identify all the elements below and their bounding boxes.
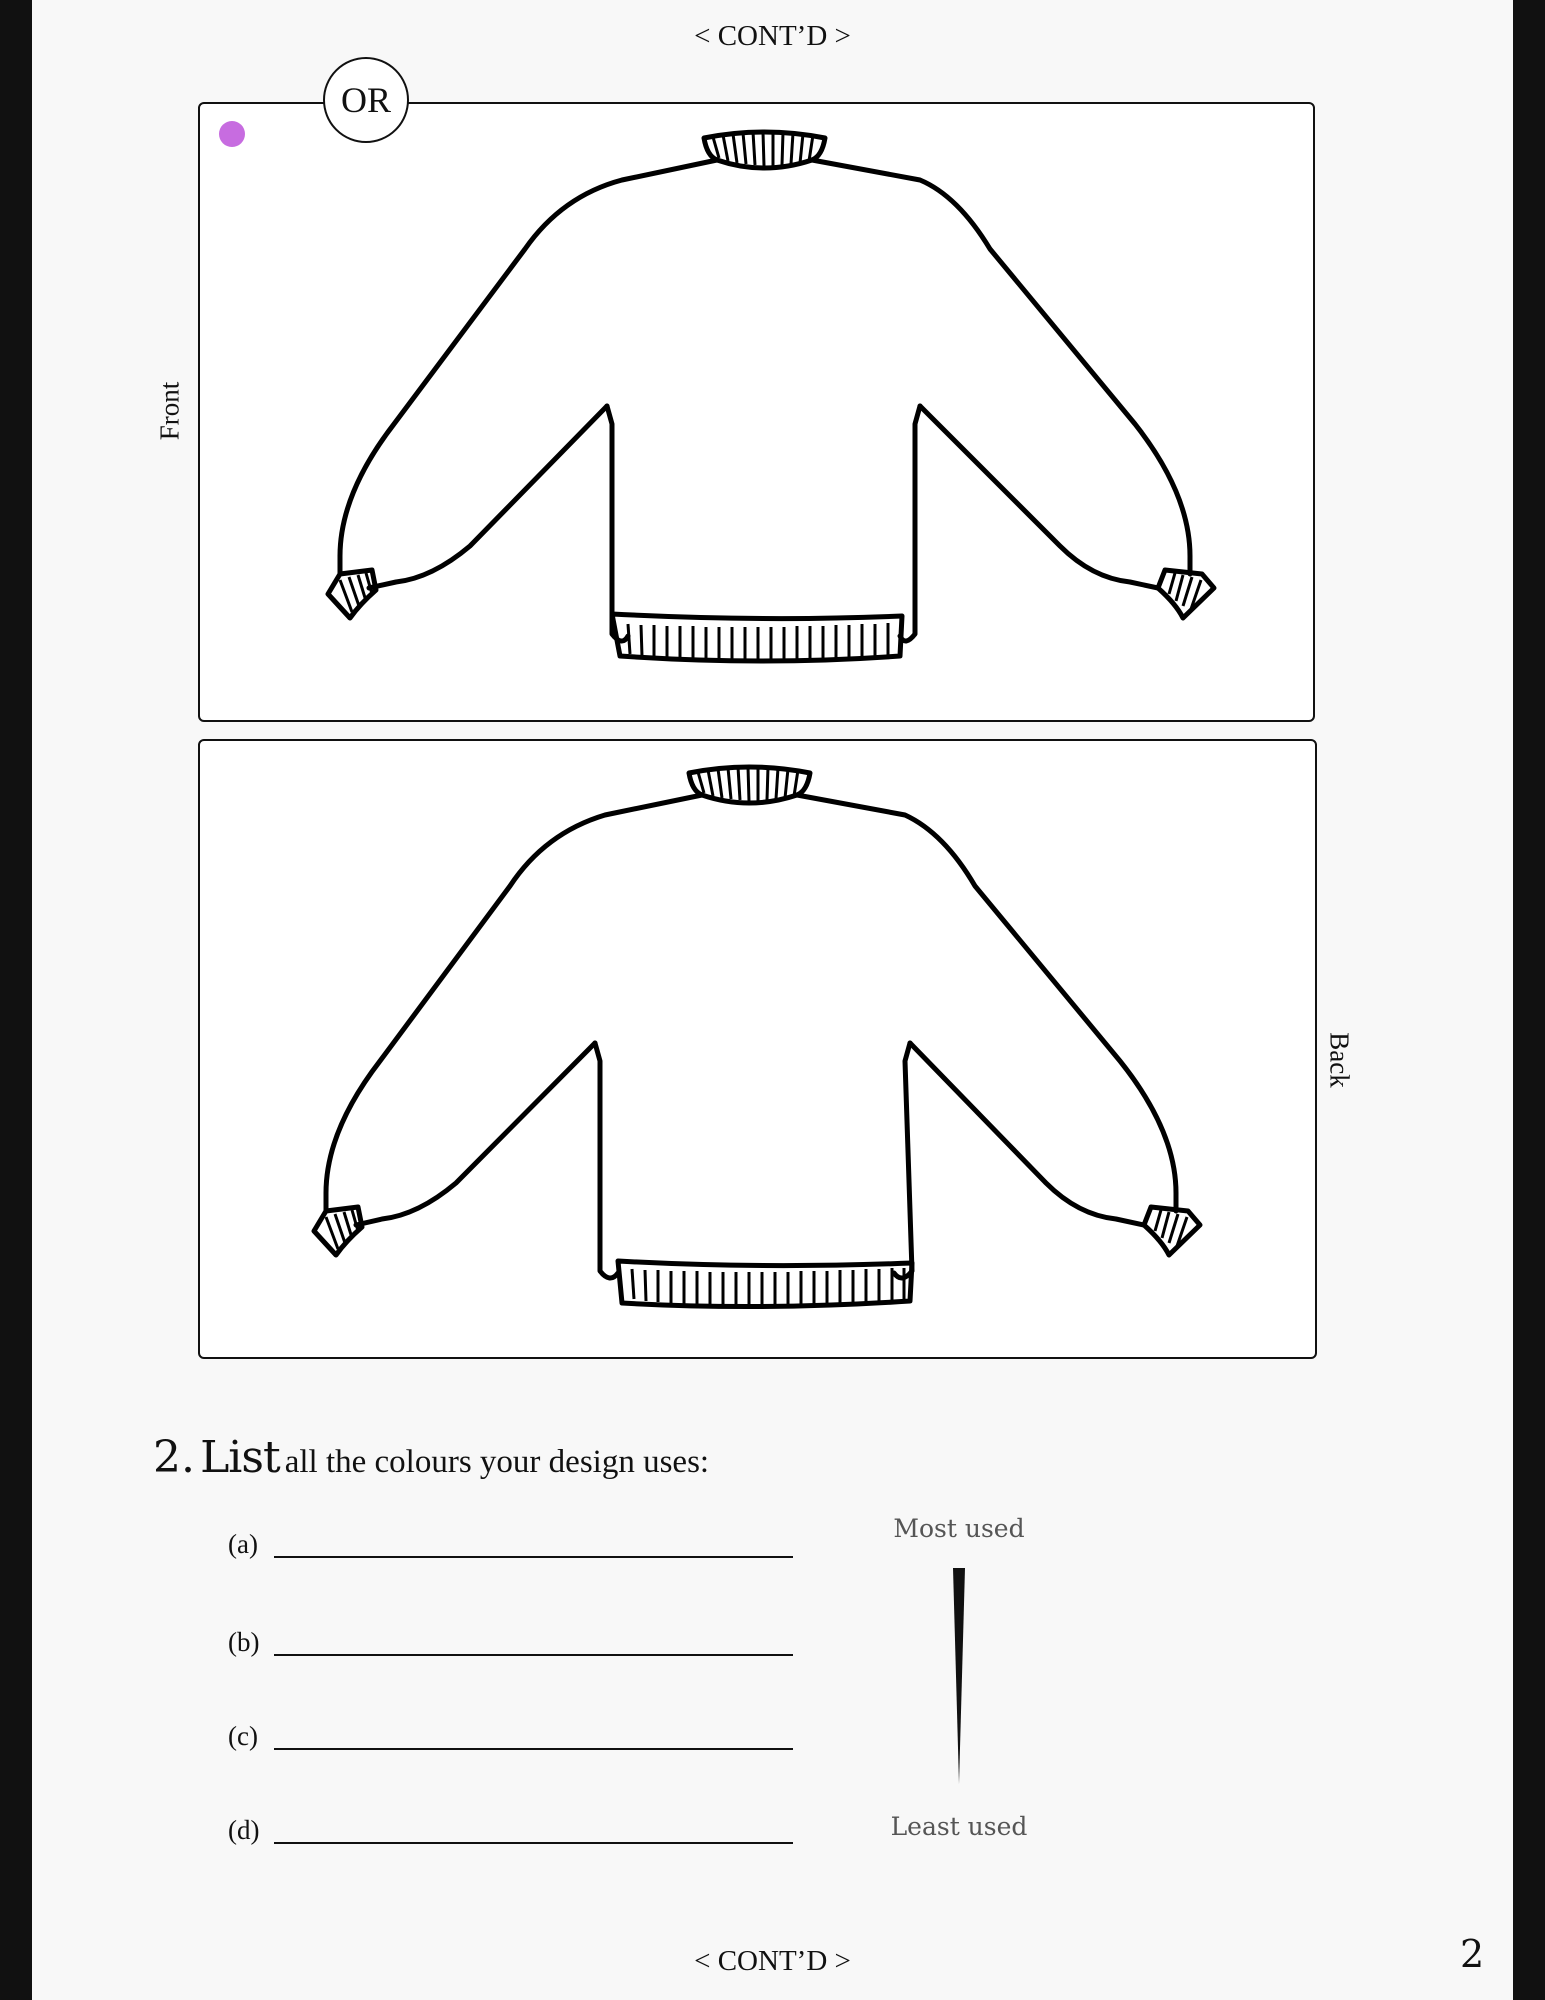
colour-dot-marker [219, 121, 245, 147]
item-label: (a) [228, 1529, 258, 1559]
hem-ribbing [632, 1268, 904, 1306]
sweater-front-outline [200, 104, 1313, 720]
page-number: 2 [1460, 1932, 1485, 1976]
answer-line[interactable] [274, 1842, 793, 1844]
continued-header: < CONT’D > [694, 20, 851, 52]
question-heading [153, 1432, 709, 1483]
colour-answer-line-c[interactable] [228, 1714, 793, 1754]
question-number: 2. [153, 1432, 195, 1483]
question-verb: List [200, 1432, 280, 1483]
item-label: (b) [228, 1627, 260, 1657]
or-badge [323, 57, 409, 143]
back-view-panel[interactable] [198, 739, 1317, 1359]
answer-line[interactable] [274, 1556, 793, 1558]
front-view-panel[interactable] [198, 102, 1315, 722]
colour-answer-line-b[interactable] [228, 1620, 793, 1660]
least-used-label: Least used [890, 1812, 1028, 1841]
usage-wedge-indicator [947, 1566, 971, 1786]
sweater-back-outline [200, 741, 1315, 1357]
item-label: (c) [228, 1721, 258, 1751]
answer-line[interactable] [274, 1748, 793, 1750]
most-used-label: Most used [893, 1514, 1025, 1543]
question-text: all the colours your design uses: [284, 1444, 710, 1480]
or-label: OR [340, 80, 391, 120]
colour-answer-line-a[interactable] [228, 1522, 793, 1562]
front-view-label: Front [154, 381, 185, 441]
hem-ribbing [628, 623, 888, 661]
back-view-label: Back [1324, 1032, 1355, 1088]
colour-answer-line-d[interactable] [228, 1808, 793, 1848]
answer-line[interactable] [274, 1654, 793, 1656]
item-label: (d) [228, 1815, 260, 1845]
continued-footer: < CONT’D > [694, 1945, 851, 1977]
